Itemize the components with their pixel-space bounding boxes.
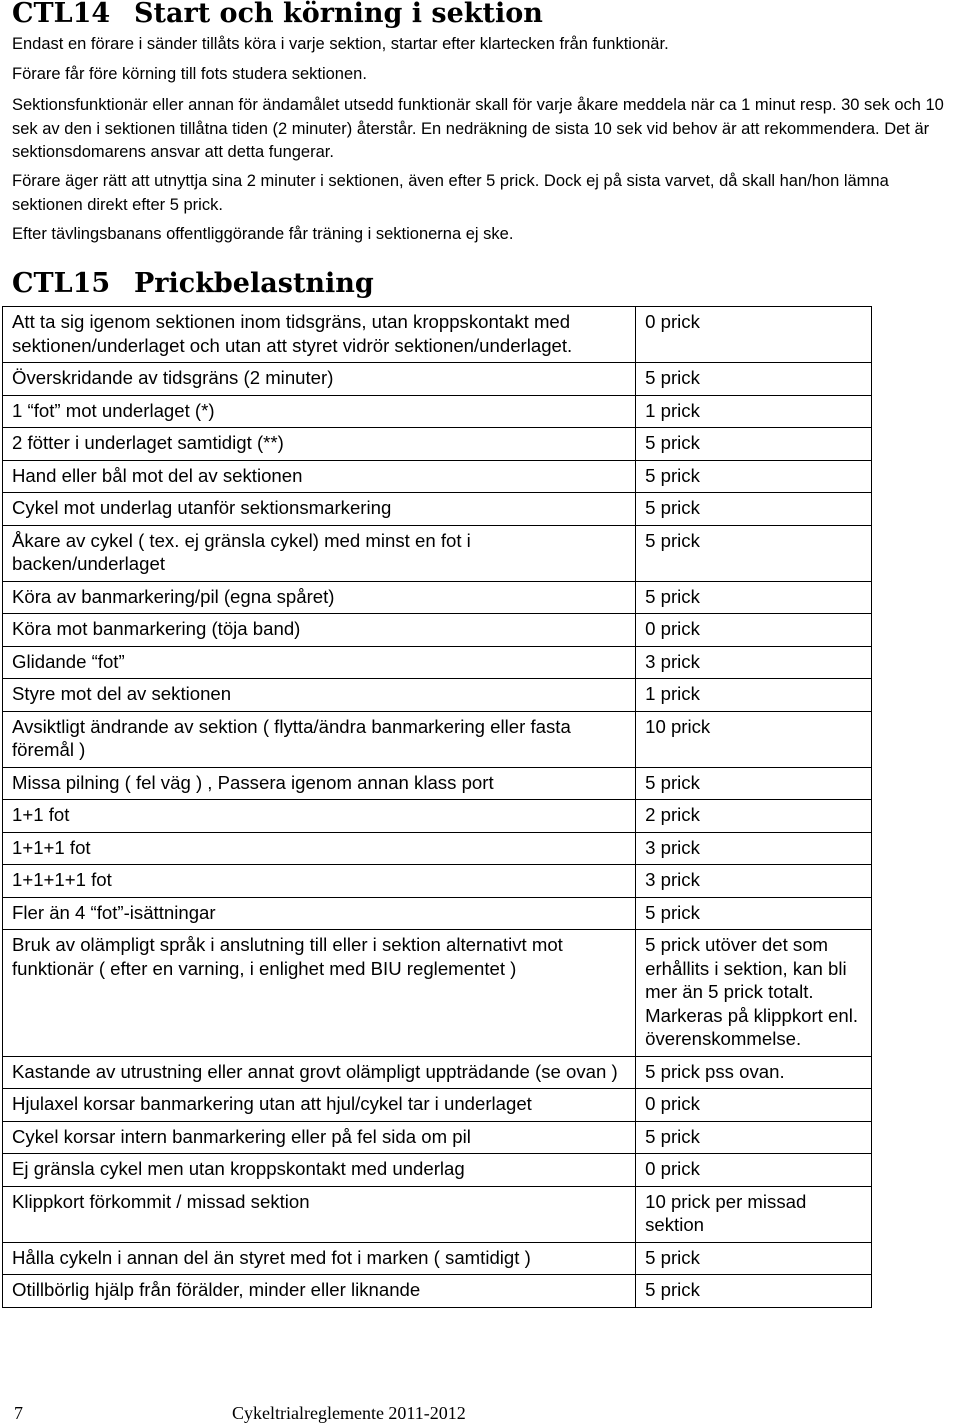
table-row	[3, 428, 872, 461]
rule-penalty: 5 prick utöver det som erhållits i sektion, kan bli mer än 5 prick totalt. Markeras på klippkort enl. överenskommelse.	[636, 930, 872, 1057]
table-row	[3, 679, 872, 712]
rule-penalty: 5 prick	[636, 767, 872, 800]
paragraph: Endast en förare i sänder tillåts köra i varje sektion, startar efter klartecken från funktionär.	[12, 35, 669, 53]
rule-description: Bruk av olämpligt språk i anslutning till eller i sektion alternativt mot funktionär ( efter en varning, i enlighet med BIU reglementet )	[3, 930, 636, 1057]
table-row	[3, 865, 872, 898]
rule-penalty: 0 prick	[636, 1154, 872, 1187]
rule-penalty: 5 prick	[636, 1242, 872, 1275]
table-row	[3, 767, 872, 800]
rule-description: Kastande av utrustning eller annat grovt olämpligt uppträdande (se ovan )	[3, 1056, 636, 1089]
table-row	[3, 307, 872, 363]
rule-penalty: 5 prick	[636, 460, 872, 493]
section-title: Start och körning i sektion	[134, 0, 543, 29]
section-heading-ctl15	[12, 268, 374, 300]
rule-penalty: 5 prick	[636, 897, 872, 930]
rule-description: Hand eller bål mot del av sektionen	[3, 460, 636, 493]
table-row	[3, 711, 872, 767]
rule-description: Hjulaxel korsar banmarkering utan att hjul/cykel tar i underlaget	[3, 1089, 636, 1122]
rule-penalty: 0 prick	[636, 1089, 872, 1122]
section-code: CTL14	[12, 0, 111, 29]
rule-description: Ej gränsla cykel men utan kroppskontakt med underlag	[3, 1154, 636, 1187]
rule-description: Åkare av cykel ( tex. ej gränsla cykel) med minst en fot i backen/underlaget	[3, 525, 636, 581]
section-heading-ctl14	[12, 0, 543, 30]
table-row	[3, 832, 872, 865]
footer-text: Cykeltrialreglemente 2011-2012	[232, 1403, 466, 1423]
rule-description: Avsiktligt ändrande av sektion ( flytta/ändra banmarkering eller fasta föremål )	[3, 711, 636, 767]
table-row	[3, 1089, 872, 1122]
table-row	[3, 460, 872, 493]
paragraph: Efter tävlingsbanans offentliggörande får träning i sektionerna ej ske.	[12, 225, 514, 243]
rule-penalty: 1 prick	[636, 679, 872, 712]
rule-description: 1+1 fot	[3, 800, 636, 833]
table-row	[3, 646, 872, 679]
rule-penalty: 3 prick	[636, 832, 872, 865]
rule-penalty: 5 prick	[636, 428, 872, 461]
page-footer	[0, 1403, 960, 1425]
table-row	[3, 897, 872, 930]
page-number: 7	[14, 1403, 23, 1423]
table-row	[3, 1154, 872, 1187]
rule-description: Cykel mot underlag utanför sektionsmarkering	[3, 493, 636, 526]
section-title: Prickbelastning	[134, 268, 374, 299]
rule-description: 2 fötter i underlaget samtidigt (**)	[3, 428, 636, 461]
rule-penalty: 1 prick	[636, 395, 872, 428]
penalty-table	[2, 306, 872, 1308]
paragraph: Förare får före körning till fots studera sektionen.	[12, 65, 367, 83]
rule-penalty: 5 prick	[636, 525, 872, 581]
rule-description: Glidande “fot”	[3, 646, 636, 679]
table-row	[3, 614, 872, 647]
rule-penalty: 5 prick	[636, 363, 872, 396]
table-row	[3, 1186, 872, 1242]
rule-penalty: 0 prick	[636, 307, 872, 363]
paragraph: Sektionsfunktionär eller annan för ändamålet utsedd funktionär skall för varje åkare meddela när ca 1 minut resp. 30 sek och 10 sek av den i sektionen tillåtna tiden (2 minuter) återstår. En nedräkning de sista 10 sek vid behov är att rekommendera. Det är sektionsdomarens ansvar att detta fungerar.	[12, 96, 944, 161]
table-row	[3, 1242, 872, 1275]
rule-description: Missa pilning ( fel väg ) , Passera igenom annan klass port	[3, 767, 636, 800]
rule-penalty: 2 prick	[636, 800, 872, 833]
table-row	[3, 581, 872, 614]
rule-description: Köra mot banmarkering (töja band)	[3, 614, 636, 647]
section-code: CTL15	[12, 268, 111, 299]
rule-description: 1+1+1+1 fot	[3, 865, 636, 898]
table-row	[3, 525, 872, 581]
table-row	[3, 800, 872, 833]
table-row	[3, 1275, 872, 1308]
rule-description: Klippkort förkommit / missad sektion	[3, 1186, 636, 1242]
rule-penalty: 3 prick	[636, 646, 872, 679]
table-row	[3, 930, 872, 1057]
paragraph: Förare äger rätt att utnyttja sina 2 minuter i sektionen, även efter 5 prick. Dock ej på sista varvet, då skall han/hon lämna sektionen direkt efter 5 prick.	[12, 172, 889, 214]
rule-penalty: 3 prick	[636, 865, 872, 898]
table-row	[3, 1056, 872, 1089]
table-row	[3, 493, 872, 526]
rule-description: Styre mot del av sektionen	[3, 679, 636, 712]
rule-description: Köra av banmarkering/pil (egna spåret)	[3, 581, 636, 614]
rule-penalty: 5 prick	[636, 1275, 872, 1308]
rule-penalty: 10 prick per missad sektion	[636, 1186, 872, 1242]
table-row	[3, 1121, 872, 1154]
rule-penalty: 5 prick	[636, 581, 872, 614]
rule-description: Överskridande av tidsgräns (2 minuter)	[3, 363, 636, 396]
rule-description: 1 “fot” mot underlaget (*)	[3, 395, 636, 428]
rule-description: Otillbörlig hjälp från förälder, minder eller liknande	[3, 1275, 636, 1308]
table-row	[3, 363, 872, 396]
rule-penalty: 5 prick pss ovan.	[636, 1056, 872, 1089]
rule-description: Att ta sig igenom sektionen inom tidsgräns, utan kroppskontakt med sektionen/underlaget och utan att styret vidrör sektionen/underlaget.	[3, 307, 636, 363]
rule-penalty: 10 prick	[636, 711, 872, 767]
table-row	[3, 395, 872, 428]
rule-penalty: 5 prick	[636, 1121, 872, 1154]
rule-description: Hålla cykeln i annan del än styret med fot i marken ( samtidigt )	[3, 1242, 636, 1275]
rule-description: Cykel korsar intern banmarkering eller på fel sida om pil	[3, 1121, 636, 1154]
rule-penalty: 0 prick	[636, 614, 872, 647]
rule-description: Fler än 4 “fot”-isättningar	[3, 897, 636, 930]
rule-description: 1+1+1 fot	[3, 832, 636, 865]
rule-penalty: 5 prick	[636, 493, 872, 526]
